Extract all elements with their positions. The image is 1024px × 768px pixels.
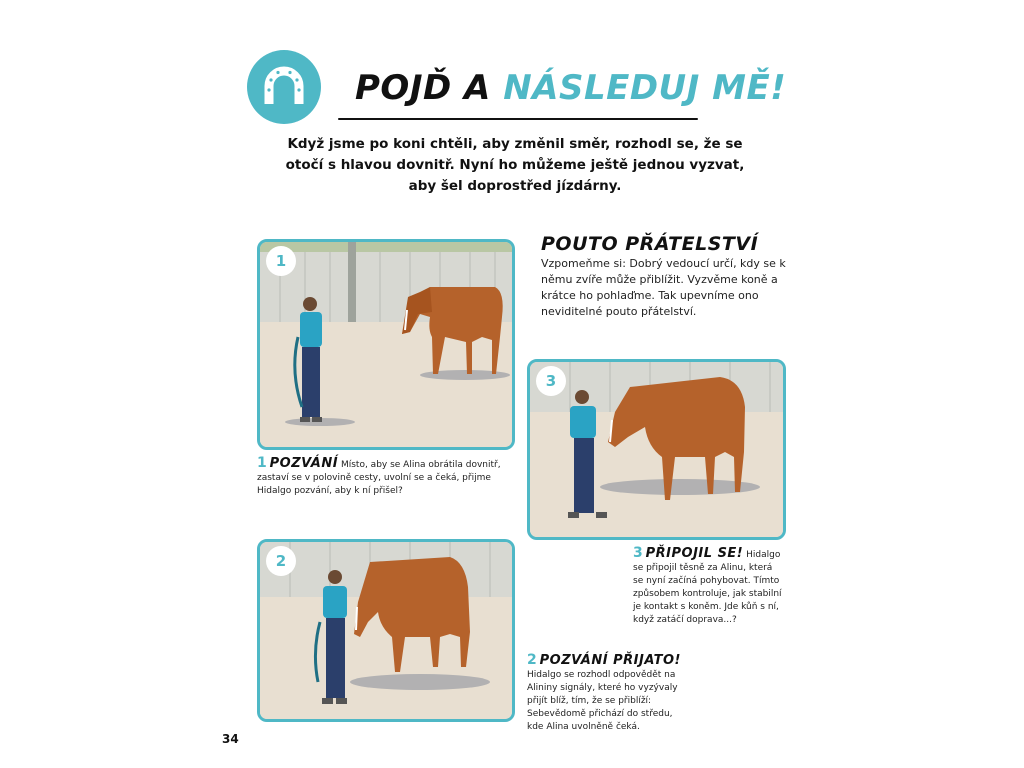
caption-2-number: 2 [527, 652, 537, 668]
photo-3 [527, 359, 786, 540]
caption-3 [633, 547, 783, 627]
horseshoe-icon [247, 50, 321, 124]
horseshoe-badge [247, 50, 321, 124]
caption-2-text: Hidalgo se rozhodl odpovědět na Alininy signály, které ho vyzývaly přijít blíž, tím, že se přiblíží: Sebevědomě přichází do středu, kde Alina uvolněně čeká. [527, 670, 678, 732]
photo-number-2: 2 [266, 546, 296, 576]
caption-1-text: Místo, aby se Alina obrátila dovnitř, zastaví se v polovině cesty, uvolní se a čeká, přijme Hidalgo pozvání, aby k ní přišel? [257, 460, 501, 496]
caption-2 [527, 654, 682, 734]
caption-2-heading: POZVÁNÍ PŘIJATO! [539, 653, 681, 668]
photo-number-1: 1 [266, 246, 296, 276]
caption-3-text: Hidalgo se připojil těsně za Alinu, která se nyní začíná pohybovat. Tímto způsobem kontroluje, jak stabilní je kontakt s koněm. Jde kůň s ní, když zatáčí doprava...? [633, 550, 782, 625]
photo-2 [257, 539, 515, 722]
sidebar-title: POUTO PŘÁTELSTVÍ [541, 233, 759, 255]
title-part-1: POJĎ A [355, 68, 504, 108]
caption-3-number: 3 [633, 545, 643, 561]
caption-3-heading: PŘIPOJIL SE! [645, 546, 744, 561]
sidebar-text: Vzpomeňme si: Dobrý vedoucí určí, kdy se k němu zvíře může přiblížit. Vyzvěme koně a krátce ho pohlaďme. Tak upevníme ono neviditelné pouto přátelství. [541, 257, 786, 318]
caption-1 [257, 457, 502, 498]
intro-paragraph: Když jsme po koni chtěli, aby změnil směr, rozhodl se, že se otočí s hlavou dovnitř. Nyní ho můžeme ještě jednou vyzvat, aby šel doprostřed jízdárny. [285, 136, 745, 194]
title-part-2: NÁSLEDUJ MĚ! [503, 68, 787, 108]
page-number: 34 [222, 732, 239, 746]
page-title [355, 68, 786, 108]
title-underline [338, 118, 698, 120]
photo-1 [257, 239, 515, 450]
caption-1-heading: POZVÁNÍ [269, 456, 339, 471]
caption-1-number: 1 [257, 455, 267, 471]
photo-number-3: 3 [536, 366, 566, 396]
